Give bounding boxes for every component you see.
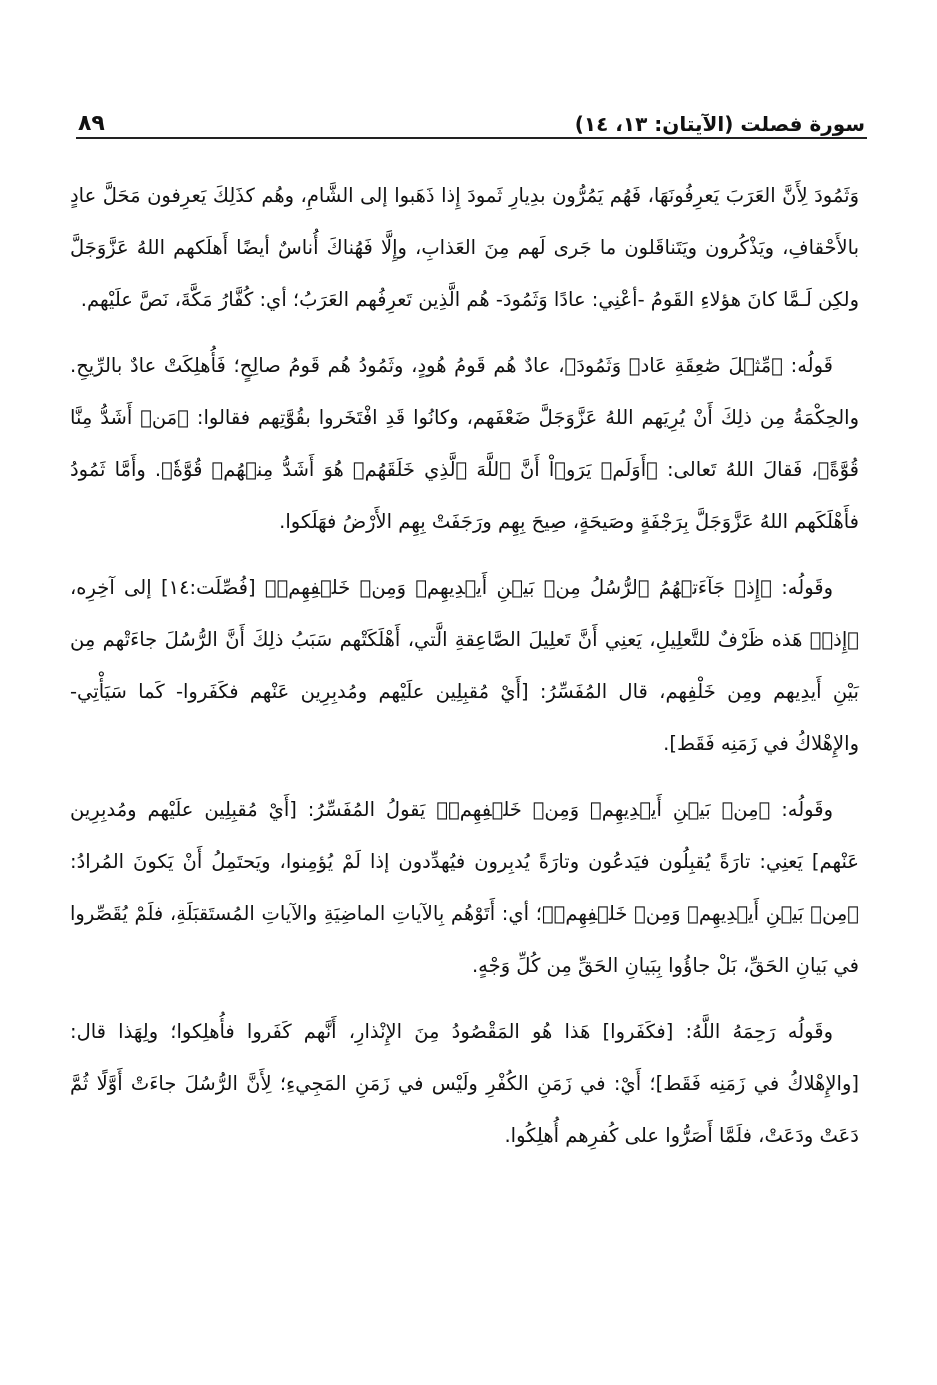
paragraph: وقَولُه رَحِمَهُ اللَّهُ: [فكَفَروا] هَذا هُو المَقْصُودُ مِنَ الإِنْذارِ، أَنَّهم كَفَروا فأُهلِكوا؛ ولِهَذا قال: [والإِهْلاكُ في زَمَنِه فَقَط]؛ أَيْ: في زَمَنِ الكُفْرِ ولَيْس في زَمَنِ المَجِيءِ؛ لِأَنَّ الرُّسُلَ جاءَتْ أَوَّلًا ثُمَّ دَعَتْ ودَعَتْ، فلَمَّا أَصَرُّوا على كُفرِهم أُهلِكُوا. — [70, 1020, 859, 1147]
paragraph: وقَولُه: ﴿مِنۢ بَيۡنِ أَيۡدِيهِمۡ وَمِنۡ خَلۡفِهِمۡ﴾ يَقولُ المُفَسِّرُ: [أَيْ مُقبِلِين علَيْهم ومُدبِرِين عَنْهم] يَعنِي: تارَةً يُقبِلُون فيَدعُون وتارَةً يُدبِرون فيُهدِّدون إذا لَمْ يُؤمِنوا، ويَحتَمِلُ أَنْ يَكونَ المُرادُ: ﴿مِنۢ بَيۡنِ أَيۡدِيهِمۡ وَمِنۡ خَلۡفِهِمۡ﴾؛ أي: أَتَوْهُم بِالآياتِ الماضِيَةِ والآياتِ المُستَقبَلَةِ، فلَمْ يُقَصِّروا في بَيانِ الحَقِّ، بَلْ جاؤُوا بِبَيانِ الحَقِّ مِن كُلِّ وَجْهٍ. — [70, 798, 859, 977]
paragraph: وَثَمُودَ لِأَنَّ العَرَبَ يَعرِفُونَهَا، فَهُم يَمُرُّون بدِيارِ ثَمودَ إِذا ذَهَبوا إلى الشَّامِ، وهُم كذَلِكَ يَعرِفون مَحَلَّ عادٍ بالأَحْقافِ، ويَذْكُرون ويَتَناقَلون ما جَرى لَهم مِنَ العَذابِ، وإِلَّا فَهُناكَ أُناسٌ أيضًا أَهلَكهم اللهُ عَزَّوَجَلَّ ولكِن لَـمَّا كانَ هؤلاءِ القَومُ -أعْنِي: عادًا وَثَمُودَ- هُم الَّذِين تَعرِفُهم العَرَبُ؛ أي: كُفَّارُ مَكَّةَ، نَصَّ علَيْهم. — [70, 184, 859, 311]
paragraph: وقَولُه: ﴿إِذۡ جَآءَتۡهُمُ ٱلرُّسُلُ مِنۢ بَيۡنِ أَيۡدِيهِمۡ وَمِنۡ خَلۡفِهِمۡ﴾ [فُصِّلَت:١٤] إلى آخِرِه، ﴿إِذۡ﴾ هَذه ظَرْفٌ للتَّعلِيلِ، يَعنِي أَنَّ تَعلِيلَ الصَّاعِقةِ الَّتي، أَهْلَكَتْهم سَبَبُ ذلِكَ أَنَّ الرُّسُلَ جاءَتْهم مِن بَيْنِ أَيدِيهم ومِن خَلْفِهم، قال المُفَسِّرُ: [أَيْ مُقبِلِين علَيْهم ومُدبِرِين عَنْهم فكَفَروا- كَما سَيَأْتِي- والإِهْلاكُ في زَمَنِه فَقَط]. — [70, 576, 859, 755]
surah-title: سورة فصلت (الآيتان: ١٣، ١٤) — [574, 112, 865, 136]
page-number: ٨٩ — [78, 111, 105, 136]
body-text — [70, 170, 859, 1176]
running-header — [78, 98, 865, 136]
paragraph: قَولُه: ﴿مِّثۡلَ صَٰعِقَةِ عَادٖ وَثَمُودَ﴾، عادٌ هُم قَومُ هُودٍ، وثَمُودُ هُم قَومُ صالِحٍ؛ فَأُهلِكَتْ عادٌ بالرِّيحِ. والحِكْمَةُ مِن ذلِكَ أَنْ يُرِيَهم اللهُ عَزَّوَجَلَّ ضَعْفَهم، وكانُوا قَدِ افْتَخَروا بقُوَّتِهم فقالوا: ﴿مَنۡ أَشَدُّ مِنَّا قُوَّةً﴾، فَقالَ اللهُ تَعالى: ﴿أَوَلَمۡ يَرَوۡاْ أَنَّ ٱللَّهَ ٱلَّذِي خَلَقَهُمۡ هُوَ أَشَدُّ مِنۡهُمۡ قُوَّةٗ﴾. وأَمَّا ثَمُودُ فأَهْلَكَهم اللهُ عَزَّوَجَلَّ بِرَجْفَةٍ وصَيحَةٍ، صِيحَ بِهِم ورَجَفَتْ بِهِم الأَرْضُ فهَلَكوا. — [70, 354, 859, 533]
header-rule — [76, 137, 867, 139]
